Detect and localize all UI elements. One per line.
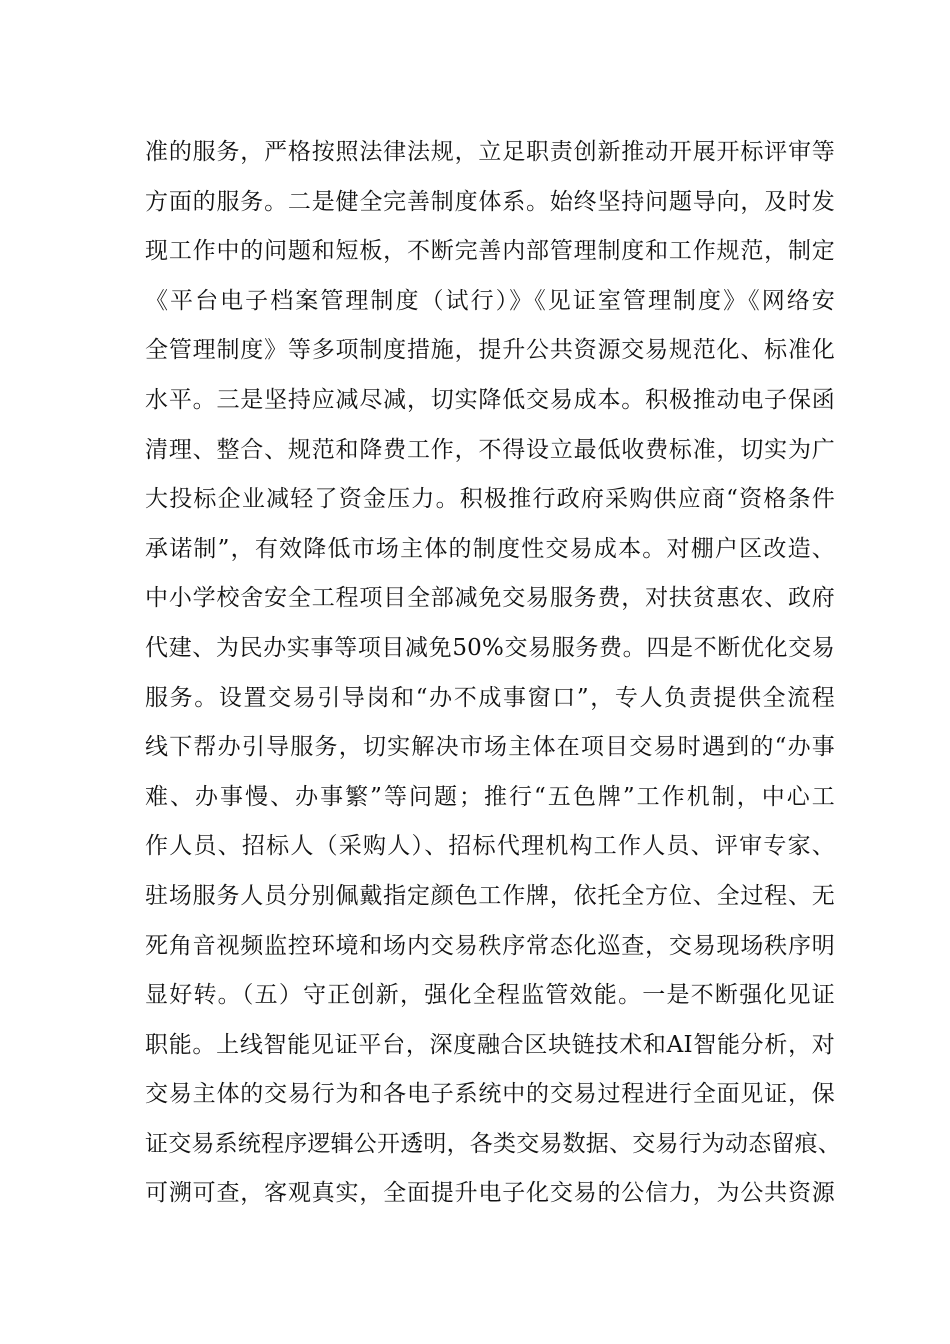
text-line: 现工作中的问题和短板，不断完善内部管理制度和工作规范，制定 xyxy=(145,238,835,265)
text-line: 难、办事慢、办事繁”等问题；推行“五色牌”工作机制，中心工 xyxy=(145,783,835,810)
text-line: 方面的服务。二是健全完善制度体系。始终坚持问题导向，及时发 xyxy=(145,188,835,215)
text-line: 承诺制”，有效降低市场主体的制度性交易成本。对棚户区改造、 xyxy=(145,535,835,562)
text-line: 全管理制度》等多项制度措施，提升公共资源交易规范化、标准化 xyxy=(145,337,835,364)
text-line: 职能。上线智能见证平台，深度融合区块链技术和AI智能分析，对 xyxy=(145,1031,835,1058)
text-line: 准的服务，严格按照法律法规，立足职责创新推动开展开标评审等 xyxy=(145,139,835,165)
text-line: 代建、为民办实事等项目减免50%交易服务费。四是不断优化交易 xyxy=(145,634,835,661)
text-line: 水平。三是坚持应减尽减，切实降低交易成本。积极推动电子保函 xyxy=(145,386,835,413)
body-text xyxy=(145,128,841,1219)
text-line: 线下帮办引导服务，切实解决市场主体在项目交易时遇到的“办事 xyxy=(145,734,835,761)
text-line: 证交易系统程序逻辑公开透明，各类交易数据、交易行为动态留痕、 xyxy=(145,1130,841,1157)
text-line: 清理、整合、规范和降费工作，不得设立最低收费标准，切实为广 xyxy=(145,436,835,463)
text-line: 可溯可查，客观真实，全面提升电子化交易的公信力，为公共资源 xyxy=(145,1180,835,1207)
text-line: 作人员、招标人（采购人）、招标代理机构工作人员、评审专家、 xyxy=(145,833,835,860)
text-line: 死角音视频监控环境和场内交易秩序常态化巡查，交易现场秩序明 xyxy=(145,932,835,959)
text-line: 《平台电子档案管理制度（试行）》《见证室管理制度》《网络安 xyxy=(145,287,835,314)
text-line: 交易主体的交易行为和各电子系统中的交易过程进行全面见证，保 xyxy=(145,1081,835,1108)
text-line: 中小学校舍安全工程项目全部减免交易服务费，对扶贫惠农、政府 xyxy=(145,585,835,612)
text-line: 驻场服务人员分别佩戴指定颜色工作牌，依托全方位、全过程、无 xyxy=(145,882,835,909)
text-line: 服务。设置交易引导岗和“办不成事窗口”，专人负责提供全流程 xyxy=(145,684,835,711)
text-line: 显好转。（五）守正创新，强化全程监管效能。一是不断强化见证 xyxy=(145,982,835,1009)
text-line: 大投标企业减轻了资金压力。积极推行政府采购供应商“资格条件 xyxy=(145,486,835,513)
